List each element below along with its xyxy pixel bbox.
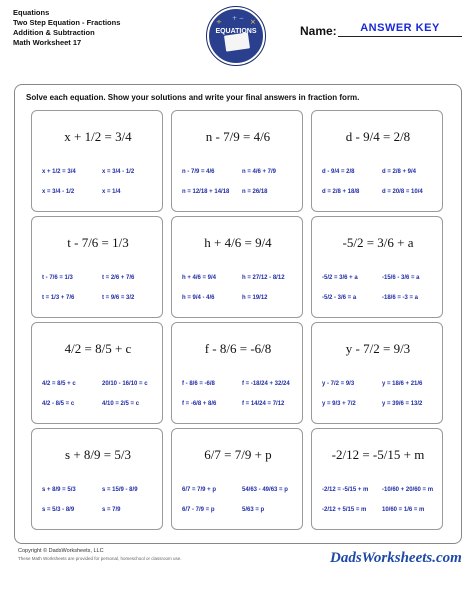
- svg-text:+ −: + −: [232, 15, 244, 22]
- problem-equation: 6/7 = 7/9 + p: [204, 447, 272, 462]
- solution-steps: [42, 381, 154, 419]
- solution-step: f = -6/8 + 8/6: [182, 401, 217, 407]
- problem-cell: [311, 428, 443, 530]
- solution-step: -10/60 + 20/60 = m: [382, 487, 434, 493]
- solution-step: 6/7 - 7/9 = p: [182, 507, 215, 513]
- solution-step: x = 3/4 - 1/2: [102, 169, 135, 175]
- solution-step: h = 9/4 - 4/6: [182, 295, 215, 301]
- problem-cell: [311, 322, 443, 424]
- solution-steps: [322, 169, 434, 207]
- solution-step: n - 7/9 = 4/6: [182, 169, 215, 175]
- brand-logo: DadsWorksheets.com: [330, 550, 462, 566]
- problem-equation: h + 4/6 = 9/4: [204, 235, 272, 250]
- solution-step: 4/2 = 8/5 + c: [42, 381, 76, 387]
- solution-step: x = 1/4: [102, 189, 121, 195]
- solution-steps: [322, 381, 434, 419]
- equations-logo-icon: [206, 6, 266, 66]
- solution-step: x + 1/2 = 3/4: [42, 169, 76, 175]
- problem-equation: y - 7/2 = 9/3: [345, 341, 411, 356]
- solution-step: s = 5/3 - 8/9: [42, 507, 75, 513]
- solution-step: n = 4/6 + 7/9: [242, 169, 277, 175]
- problem-cell: [171, 322, 303, 424]
- solution-steps: [182, 275, 294, 313]
- svg-text:÷: ÷: [216, 18, 222, 26]
- problem-equation: n - 7/9 = 4/6: [205, 129, 271, 144]
- problem-cell: [311, 110, 443, 212]
- problem-equation: -5/2 = 3/6 + a: [342, 235, 414, 250]
- solution-step: 54/63 - 49/63 = p: [242, 487, 288, 493]
- header-line-1: Equations: [13, 8, 50, 17]
- solution-step: f = -18/24 + 32/24: [242, 381, 290, 387]
- solution-steps: [42, 487, 154, 525]
- solution-step: y = 39/6 = 13/2: [382, 401, 423, 407]
- solution-step: f = 14/24 = 7/12: [242, 401, 285, 407]
- problem-cell: [311, 216, 443, 318]
- header-line-2: Two Step Equation - Fractions: [13, 18, 121, 27]
- problem-cell: [31, 428, 163, 530]
- worksheet-header: [13, 8, 120, 48]
- name-label: Name:: [300, 24, 337, 38]
- solution-step: s = 7/9: [102, 507, 121, 513]
- solution-step: d = 2/8 + 18/8: [322, 189, 360, 195]
- header-line-4: Math Worksheet 17: [13, 38, 82, 47]
- problem-equation: s + 8/9 = 5/3: [65, 447, 131, 462]
- problem-equation: f - 8/6 = -6/8: [204, 341, 272, 356]
- solution-step: -5/2 - 3/6 = a: [322, 295, 357, 301]
- header-line-3: Addition & Subtraction: [13, 28, 95, 37]
- solution-steps: [182, 381, 294, 419]
- solution-steps: [182, 487, 294, 525]
- solution-step: d = 2/8 + 9/4: [382, 169, 417, 175]
- problem-equation: d - 9/4 = 2/8: [345, 129, 411, 144]
- solution-step: y = 9/3 + 7/2: [322, 401, 356, 407]
- solution-step: -5/2 = 3/6 + a: [322, 275, 358, 281]
- problem-cell: [171, 110, 303, 212]
- svg-text:×: ×: [250, 18, 256, 26]
- solution-step: 20/10 - 16/10 = c: [102, 381, 148, 387]
- problem-cell: [171, 216, 303, 318]
- problem-cell: [171, 428, 303, 530]
- problem-equation: -2/12 = -5/15 + m: [331, 447, 425, 462]
- problem-equation: 4/2 = 8/5 + c: [64, 341, 132, 356]
- answer-key-field: ANSWER KEY: [338, 22, 462, 37]
- solution-step: 10/60 = 1/6 = m: [382, 507, 425, 513]
- solution-step: 6/7 = 7/9 + p: [182, 487, 217, 493]
- solution-step: d = 20/8 = 10/4: [382, 189, 423, 195]
- solution-step: n = 12/18 + 14/18: [182, 189, 230, 195]
- solution-step: -2/12 + 5/15 = m: [322, 507, 367, 513]
- solution-step: 5/63 = p: [242, 507, 265, 513]
- solution-step: -18/6 = -3 = a: [382, 295, 419, 301]
- solution-step: h = 27/12 - 8/12: [242, 275, 285, 281]
- solution-step: s + 8/9 = 5/3: [42, 487, 76, 493]
- logo-text: EQUATIONS: [215, 28, 257, 35]
- solution-step: y = 18/6 + 21/6: [382, 381, 423, 387]
- solution-step: t = 9/6 = 3/2: [102, 295, 135, 301]
- solution-step: 4/2 - 8/5 = c: [42, 401, 75, 407]
- solution-step: d - 9/4 = 2/8: [322, 169, 355, 175]
- solution-step: n = 26/18: [242, 189, 268, 195]
- solution-step: f - 8/6 = -6/8: [182, 381, 215, 387]
- solution-steps: [182, 169, 294, 207]
- copyright-text: Copyright © DadsWorksheets, LLC: [18, 548, 104, 554]
- solution-steps: [42, 275, 154, 313]
- instructions: Solve each equation. Show your solutions and write your final answers in fraction form.: [26, 93, 360, 102]
- solution-step: h + 4/6 = 9/4: [182, 275, 217, 281]
- solution-step: t - 7/6 = 1/3: [42, 275, 73, 281]
- solution-step: t = 1/3 + 7/6: [42, 295, 75, 301]
- solution-step: h = 19/12: [242, 295, 268, 301]
- solution-steps: [42, 169, 154, 207]
- solution-step: 4/10 = 2/5 = c: [102, 401, 140, 407]
- solution-steps: [322, 275, 434, 313]
- solution-step: -2/12 = -5/15 + m: [322, 487, 369, 493]
- problem-equation: x + 1/2 = 3/4: [64, 129, 132, 144]
- solution-steps: [322, 487, 434, 525]
- usage-note: These Math Worksheets are provided for personal, homeschool or classroom use.: [18, 556, 182, 561]
- solution-step: x = 3/4 - 1/2: [42, 189, 75, 195]
- problem-cell: [31, 322, 163, 424]
- solution-step: -15/6 - 3/6 = a: [382, 275, 420, 281]
- solution-step: s = 15/9 - 8/9: [102, 487, 138, 493]
- problem-cell: [31, 110, 163, 212]
- solution-step: y - 7/2 = 9/3: [322, 381, 355, 387]
- problem-equation: t - 7/6 = 1/3: [67, 235, 129, 250]
- solution-step: t = 2/6 + 7/6: [102, 275, 135, 281]
- problem-cell: [31, 216, 163, 318]
